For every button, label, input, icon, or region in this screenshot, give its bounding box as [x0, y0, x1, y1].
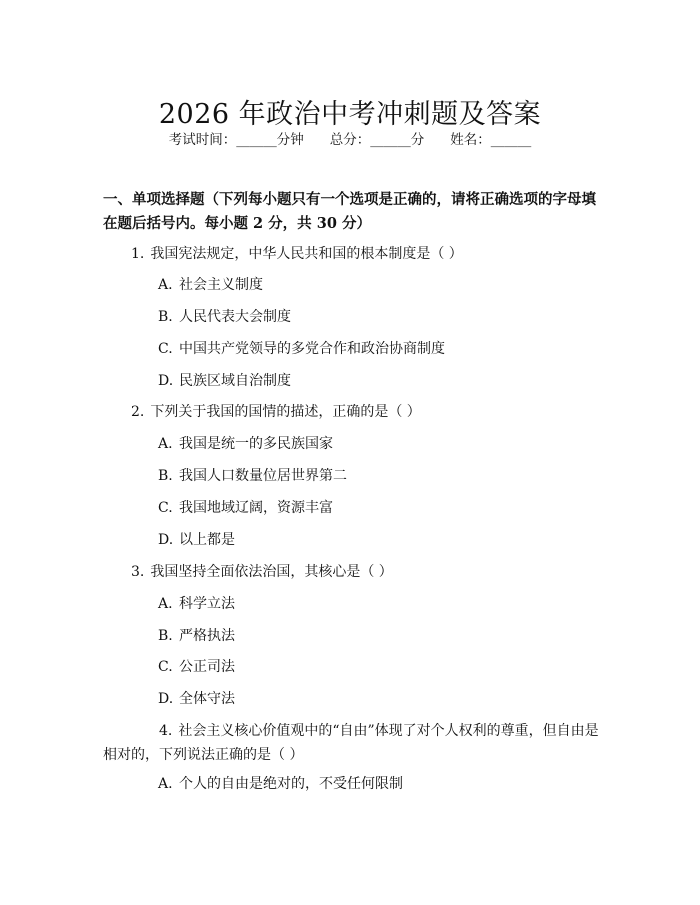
option-text: 民族区域自治制度 — [179, 373, 291, 389]
question-3-option-b — [158, 624, 578, 648]
question-4-option-a — [158, 772, 578, 796]
total-score-label: 总分： — [329, 132, 371, 148]
option-text: 人民代表大会制度 — [179, 309, 291, 325]
option-text: 我国是统一的多民族国家 — [179, 436, 333, 452]
exam-time-unit: 分钟 — [276, 132, 304, 148]
question-2-option-d — [158, 528, 578, 552]
question-1-option-a — [158, 273, 578, 297]
question-number: 4. — [159, 723, 173, 739]
question-number: 3. — [131, 564, 145, 580]
question-3-option-a — [158, 592, 578, 616]
option-text: 科学立法 — [179, 596, 235, 612]
option-letter: D. — [158, 373, 174, 389]
option-letter: D. — [158, 691, 174, 707]
question-2-option-c — [158, 496, 578, 520]
option-text: 全体守法 — [179, 691, 235, 707]
question-3-option-d — [158, 687, 578, 711]
option-letter: A. — [158, 436, 173, 452]
question-1 — [131, 242, 601, 266]
question-2 — [131, 400, 601, 424]
question-3 — [131, 560, 601, 584]
name-blank: ______ — [490, 132, 532, 148]
option-text: 中国共产党领导的多党合作和政治协商制度 — [179, 341, 445, 357]
option-text: 我国地域辽阔，资源丰富 — [179, 500, 333, 516]
question-number: 1. — [131, 246, 145, 262]
option-letter: A. — [158, 277, 173, 293]
option-text: 严格执法 — [179, 628, 235, 644]
question-1-option-d — [158, 369, 578, 393]
option-text: 社会主义制度 — [179, 277, 263, 293]
option-letter: C. — [158, 659, 173, 675]
question-number: 2. — [131, 404, 145, 420]
option-letter: C. — [158, 341, 173, 357]
option-letter: C. — [158, 500, 173, 516]
option-text: 以上都是 — [179, 532, 235, 548]
option-letter: B. — [158, 628, 173, 644]
exam-time-label: 考试时间： — [168, 132, 237, 148]
total-score-unit: 分 — [410, 132, 425, 148]
question-stem: 社会主义核心价值观中的“自由”体现了对个人权利的尊重，但自由是相对的，下列说法正确的是（ ） — [103, 723, 599, 763]
question-1-option-c — [158, 337, 578, 361]
exam-time-blank: ______ — [236, 132, 277, 148]
question-4 — [103, 719, 600, 767]
option-letter: D. — [158, 532, 174, 548]
question-stem: 我国坚持全面依法治国，其核心是（ ） — [150, 564, 393, 580]
question-2-option-a — [158, 432, 578, 456]
question-2-option-b — [158, 464, 578, 488]
name-label: 姓名： — [450, 132, 491, 148]
page-title: 2026 年政治中考冲刺题及答案 — [158, 99, 542, 131]
option-text: 个人的自由是绝对的，不受任何限制 — [179, 776, 403, 792]
option-text: 公正司法 — [179, 659, 235, 675]
question-3-option-c — [158, 655, 578, 679]
section-heading: 一、单项选择题（下列每小题只有一个选项是正确的，请将正确选项的字母填在题后括号内。每小题 2 分，共 30 分） — [103, 191, 596, 232]
question-1-option-b — [158, 305, 578, 329]
option-letter: B. — [158, 309, 173, 325]
option-letter: A. — [158, 596, 173, 612]
option-letter: B. — [158, 468, 173, 484]
option-letter: A. — [158, 776, 173, 792]
question-stem: 我国宪法规定，中华人民共和国的根本制度是（ ） — [150, 246, 463, 262]
total-score-blank: ______ — [370, 132, 411, 148]
question-stem: 下列关于我国的国情的描述，正确的是（ ） — [150, 404, 421, 420]
exam-info-line — [0, 130, 700, 150]
option-text: 我国人口数量位居世界第二 — [179, 468, 347, 484]
